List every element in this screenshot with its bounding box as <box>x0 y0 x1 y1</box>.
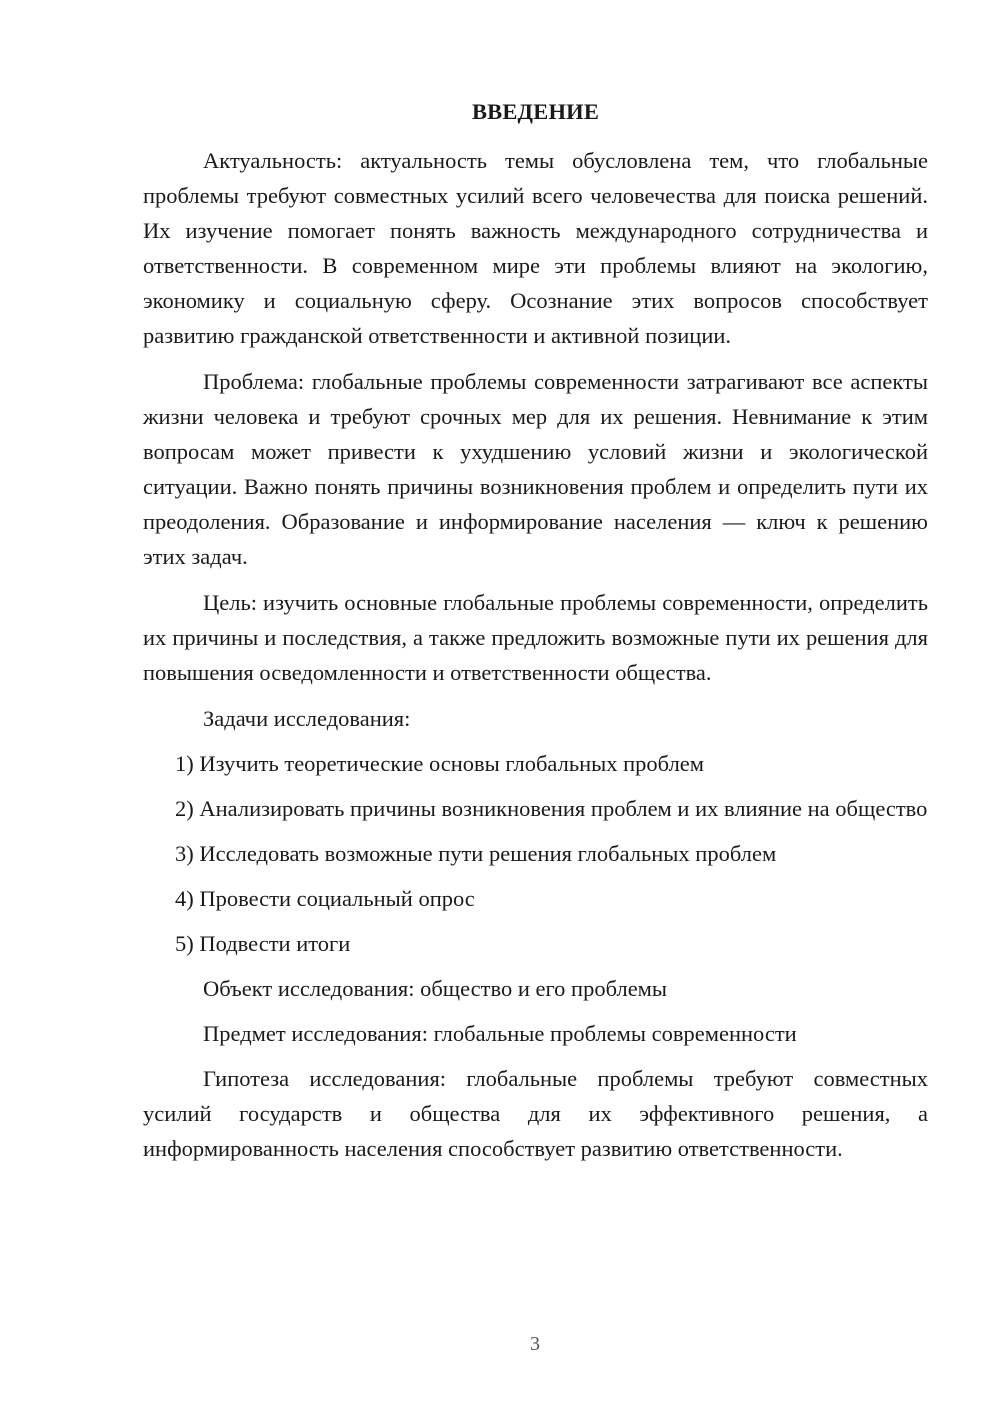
page-content <box>143 94 928 1177</box>
section-title: ВВЕДЕНИЕ <box>471 99 600 124</box>
task-item: 2) Анализировать причины возникновения проблем и их влияние на общество <box>175 796 928 821</box>
paragraph-relevance: Актуальность: актуальность темы обусловлена тем, что глобальные проблемы требуют совместных усилий всего человечества для поиска решений. Их изучение помогает понять важность международного сотрудничества и ответственности. В современном мире эти проблемы влияют на экологию, экономику и социальную сферу. Осознание этих вопросов способствует развитию гражданской ответственности и активной позиции. <box>143 148 928 348</box>
page-number: 3 <box>530 1333 540 1355</box>
research-subject: Предмет исследования: глобальные проблемы современности <box>203 1021 797 1046</box>
research-object: Объект исследования: общество и его проблемы <box>203 976 668 1001</box>
task-item: 3) Исследовать возможные пути решения глобальных проблем <box>175 841 777 866</box>
task-item: 5) Подвести итоги <box>175 931 351 956</box>
paragraph-goal: Цель: изучить основные глобальные проблемы современности, определить их причины и последствия, а также предложить возможные пути их решения для повышения осведомленности и ответственности общества. <box>143 590 928 685</box>
paragraph-problem: Проблема: глобальные проблемы современности затрагивают все аспекты жизни человека и требуют срочных мер для их решения. Невнимание к этим вопросам может привести к ухудшению условий жизни и экологической ситуации. Важно понять причины возникновения проблем и определить пути их преодоления. Образование и информирование населения — ключ к решению этих задач. <box>143 369 928 569</box>
research-hypothesis: Гипотеза исследования: глобальные проблемы требуют совместных усилий государств и общества для их эффективного решения, а информированность населения способствует развитию ответственности. <box>143 1066 928 1161</box>
tasks-heading: Задачи исследования: <box>203 706 411 731</box>
task-item: 4) Провести социальный опрос <box>175 886 475 911</box>
task-item: 1) Изучить теоретические основы глобальных проблем <box>175 751 705 776</box>
